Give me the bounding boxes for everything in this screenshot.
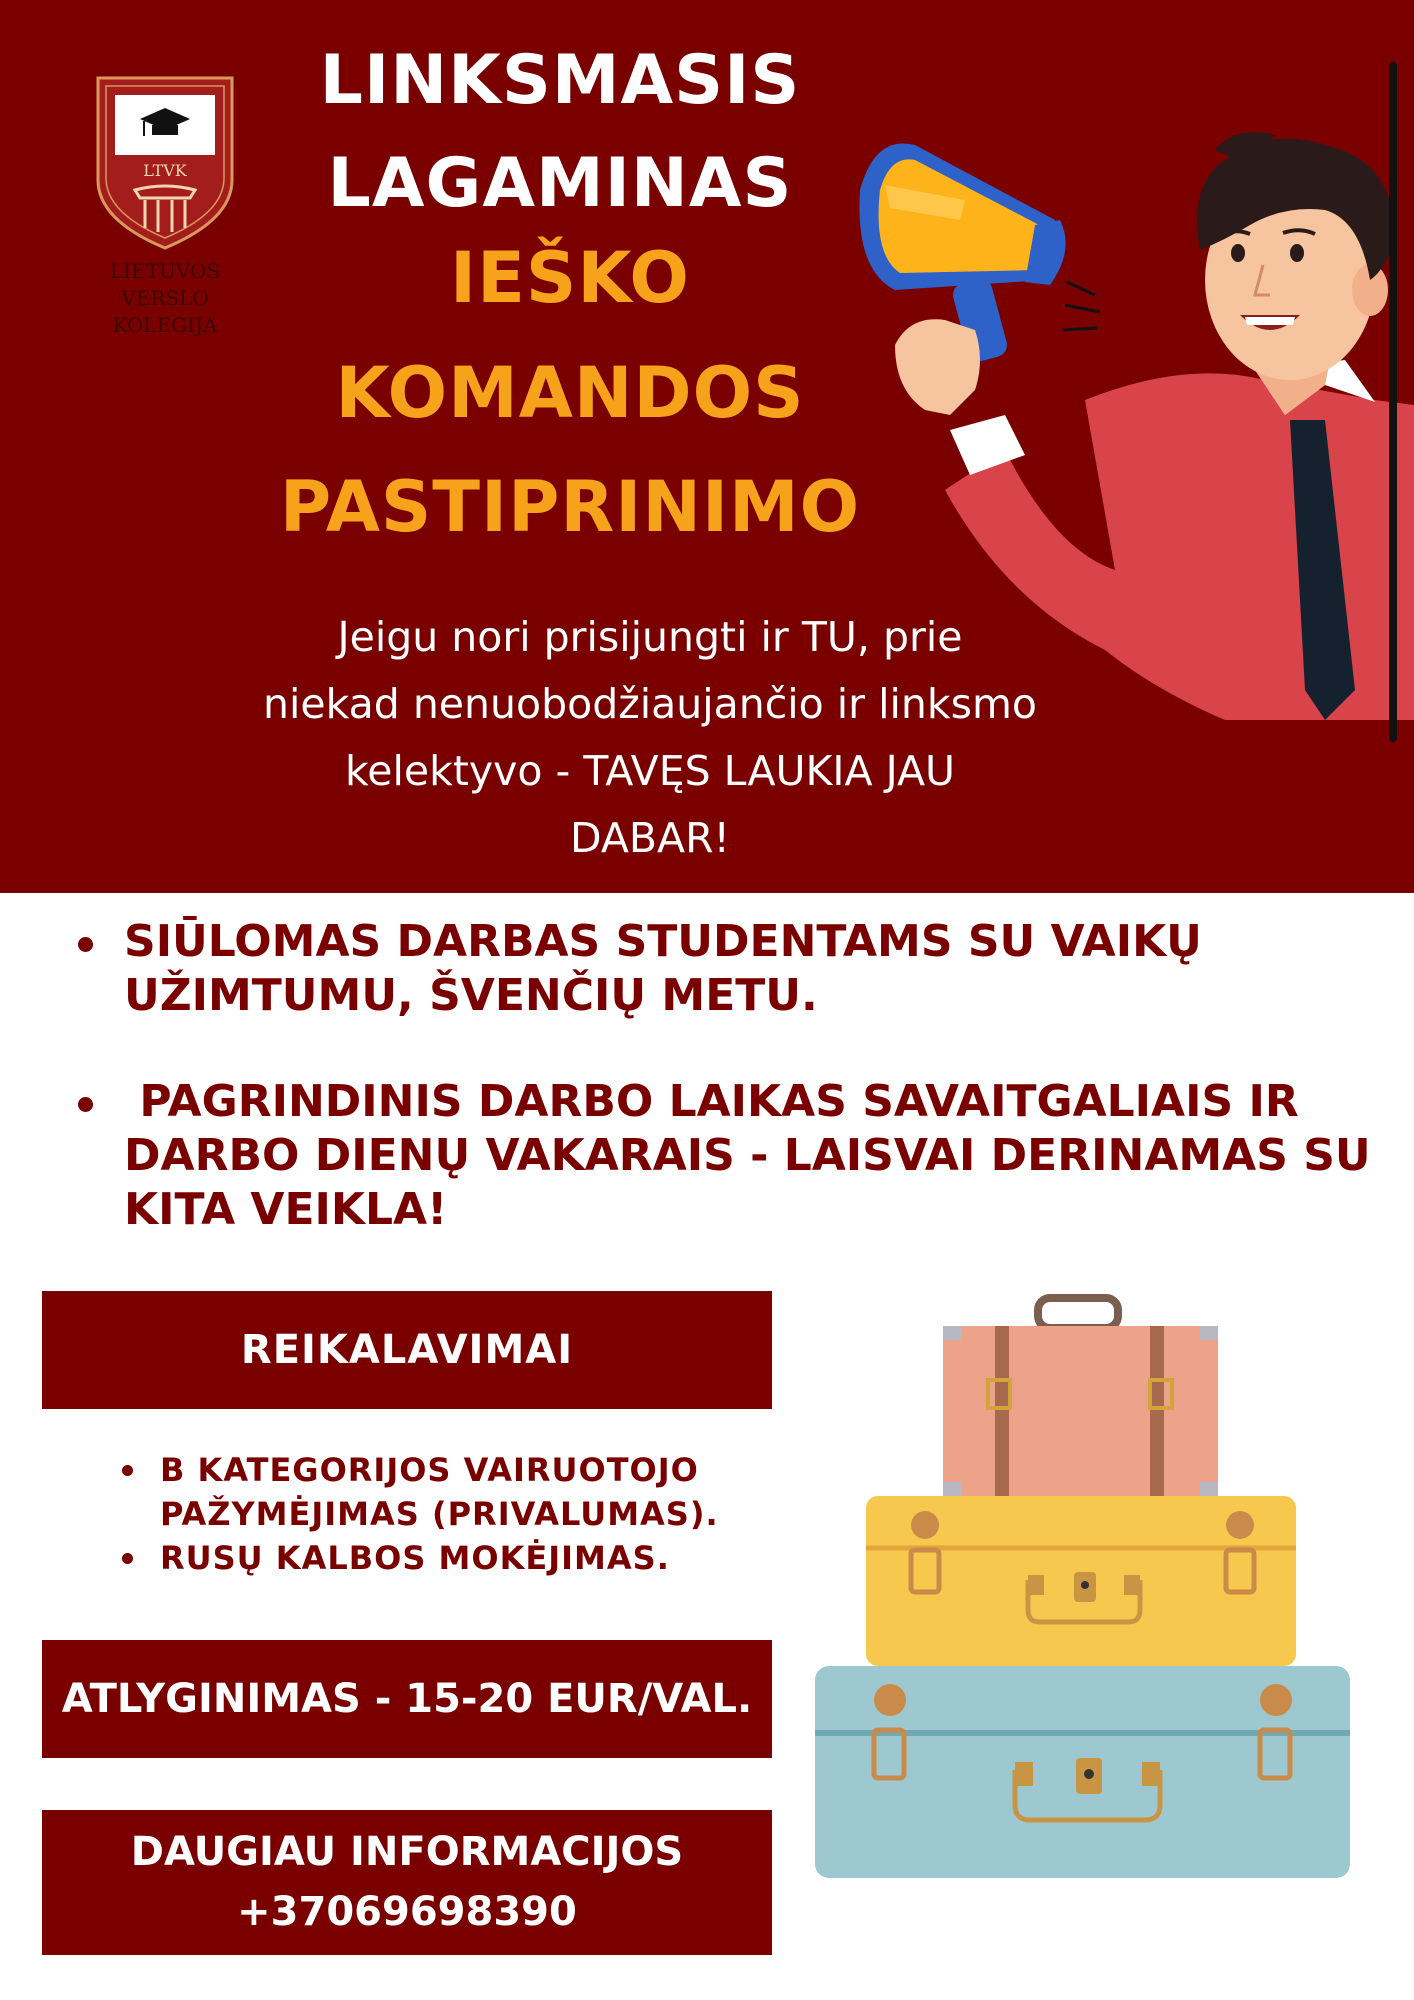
scrollbar-decoration bbox=[1389, 62, 1397, 742]
college-name-line: VERSLO bbox=[121, 286, 209, 310]
salary-banner: ATLYGINIMAS - 15-20 EUR/VAL. bbox=[42, 1640, 772, 1758]
requirement-line: PAŽYMĖJIMAS (PRIVALUMAS). bbox=[160, 1495, 719, 1533]
stacked-suitcases-illustration bbox=[810, 1290, 1360, 1890]
college-logo bbox=[90, 70, 240, 250]
offer-line: UŽIMTUMU, ŠVENČIŲ METU. bbox=[124, 970, 818, 1021]
contact-banner bbox=[42, 1810, 772, 1955]
list-item bbox=[72, 915, 1372, 1023]
offer-line: PAGRINDINIS DARBO LAIKAS SAVAITGALIAIS IR bbox=[124, 1076, 1299, 1127]
headline-line-2: LAGAMINAS bbox=[327, 144, 793, 223]
offer-line: DARBO DIENŲ VAKARAIS - LAISVAI DERINAMAS SU bbox=[124, 1130, 1371, 1181]
logo-emblem-text: LTVK bbox=[143, 161, 187, 180]
intro-line: kelektyvo - TAVĘS LAUKIA JAU bbox=[344, 747, 956, 795]
headline-line-4: KOMANDOS bbox=[335, 352, 805, 434]
list-item bbox=[120, 1448, 719, 1536]
college-name-line: KOLEGIJA bbox=[112, 313, 218, 337]
offer-line: KITA VEIKLA! bbox=[124, 1184, 448, 1235]
college-name bbox=[80, 258, 250, 339]
list-item bbox=[120, 1536, 719, 1580]
suitcase-icon bbox=[815, 1666, 1350, 1878]
headline-line-5: PASTIPRINIMO bbox=[279, 466, 861, 548]
headline-line-3: IEŠKO bbox=[450, 237, 690, 319]
requirements-heading: REIKALAVIMAI bbox=[42, 1291, 772, 1409]
suitcase-icon bbox=[943, 1298, 1218, 1496]
contact-phone[interactable]: +37069698390 bbox=[237, 1889, 577, 1935]
intro-line: niekad nenuobodžiaujančio ir linksmo bbox=[263, 680, 1037, 728]
requirement-line: B KATEGORIJOS VAIRUOTOJO bbox=[160, 1451, 699, 1489]
man-with-megaphone-illustration bbox=[855, 130, 1414, 720]
requirement-line: RUSŲ KALBOS MOKĖJIMAS. bbox=[160, 1539, 670, 1577]
list-item bbox=[72, 1075, 1372, 1237]
college-name-line: LIETUVOS bbox=[109, 259, 221, 283]
hero-banner bbox=[0, 0, 1414, 893]
offer-line: SIŪLOMAS DARBAS STUDENTAMS SU VAIKŲ bbox=[124, 916, 1202, 967]
job-offers-list bbox=[72, 915, 1372, 1237]
headline-line-1: LINKSMASIS bbox=[319, 41, 801, 120]
suitcase-icon bbox=[866, 1496, 1296, 1666]
requirements-list bbox=[120, 1448, 719, 1580]
intro-line: Jeigu nori prisijungti ir TU, prie bbox=[337, 613, 963, 661]
contact-label: DAUGIAU INFORMACIJOS bbox=[130, 1829, 684, 1875]
intro-line: DABAR! bbox=[570, 814, 730, 862]
